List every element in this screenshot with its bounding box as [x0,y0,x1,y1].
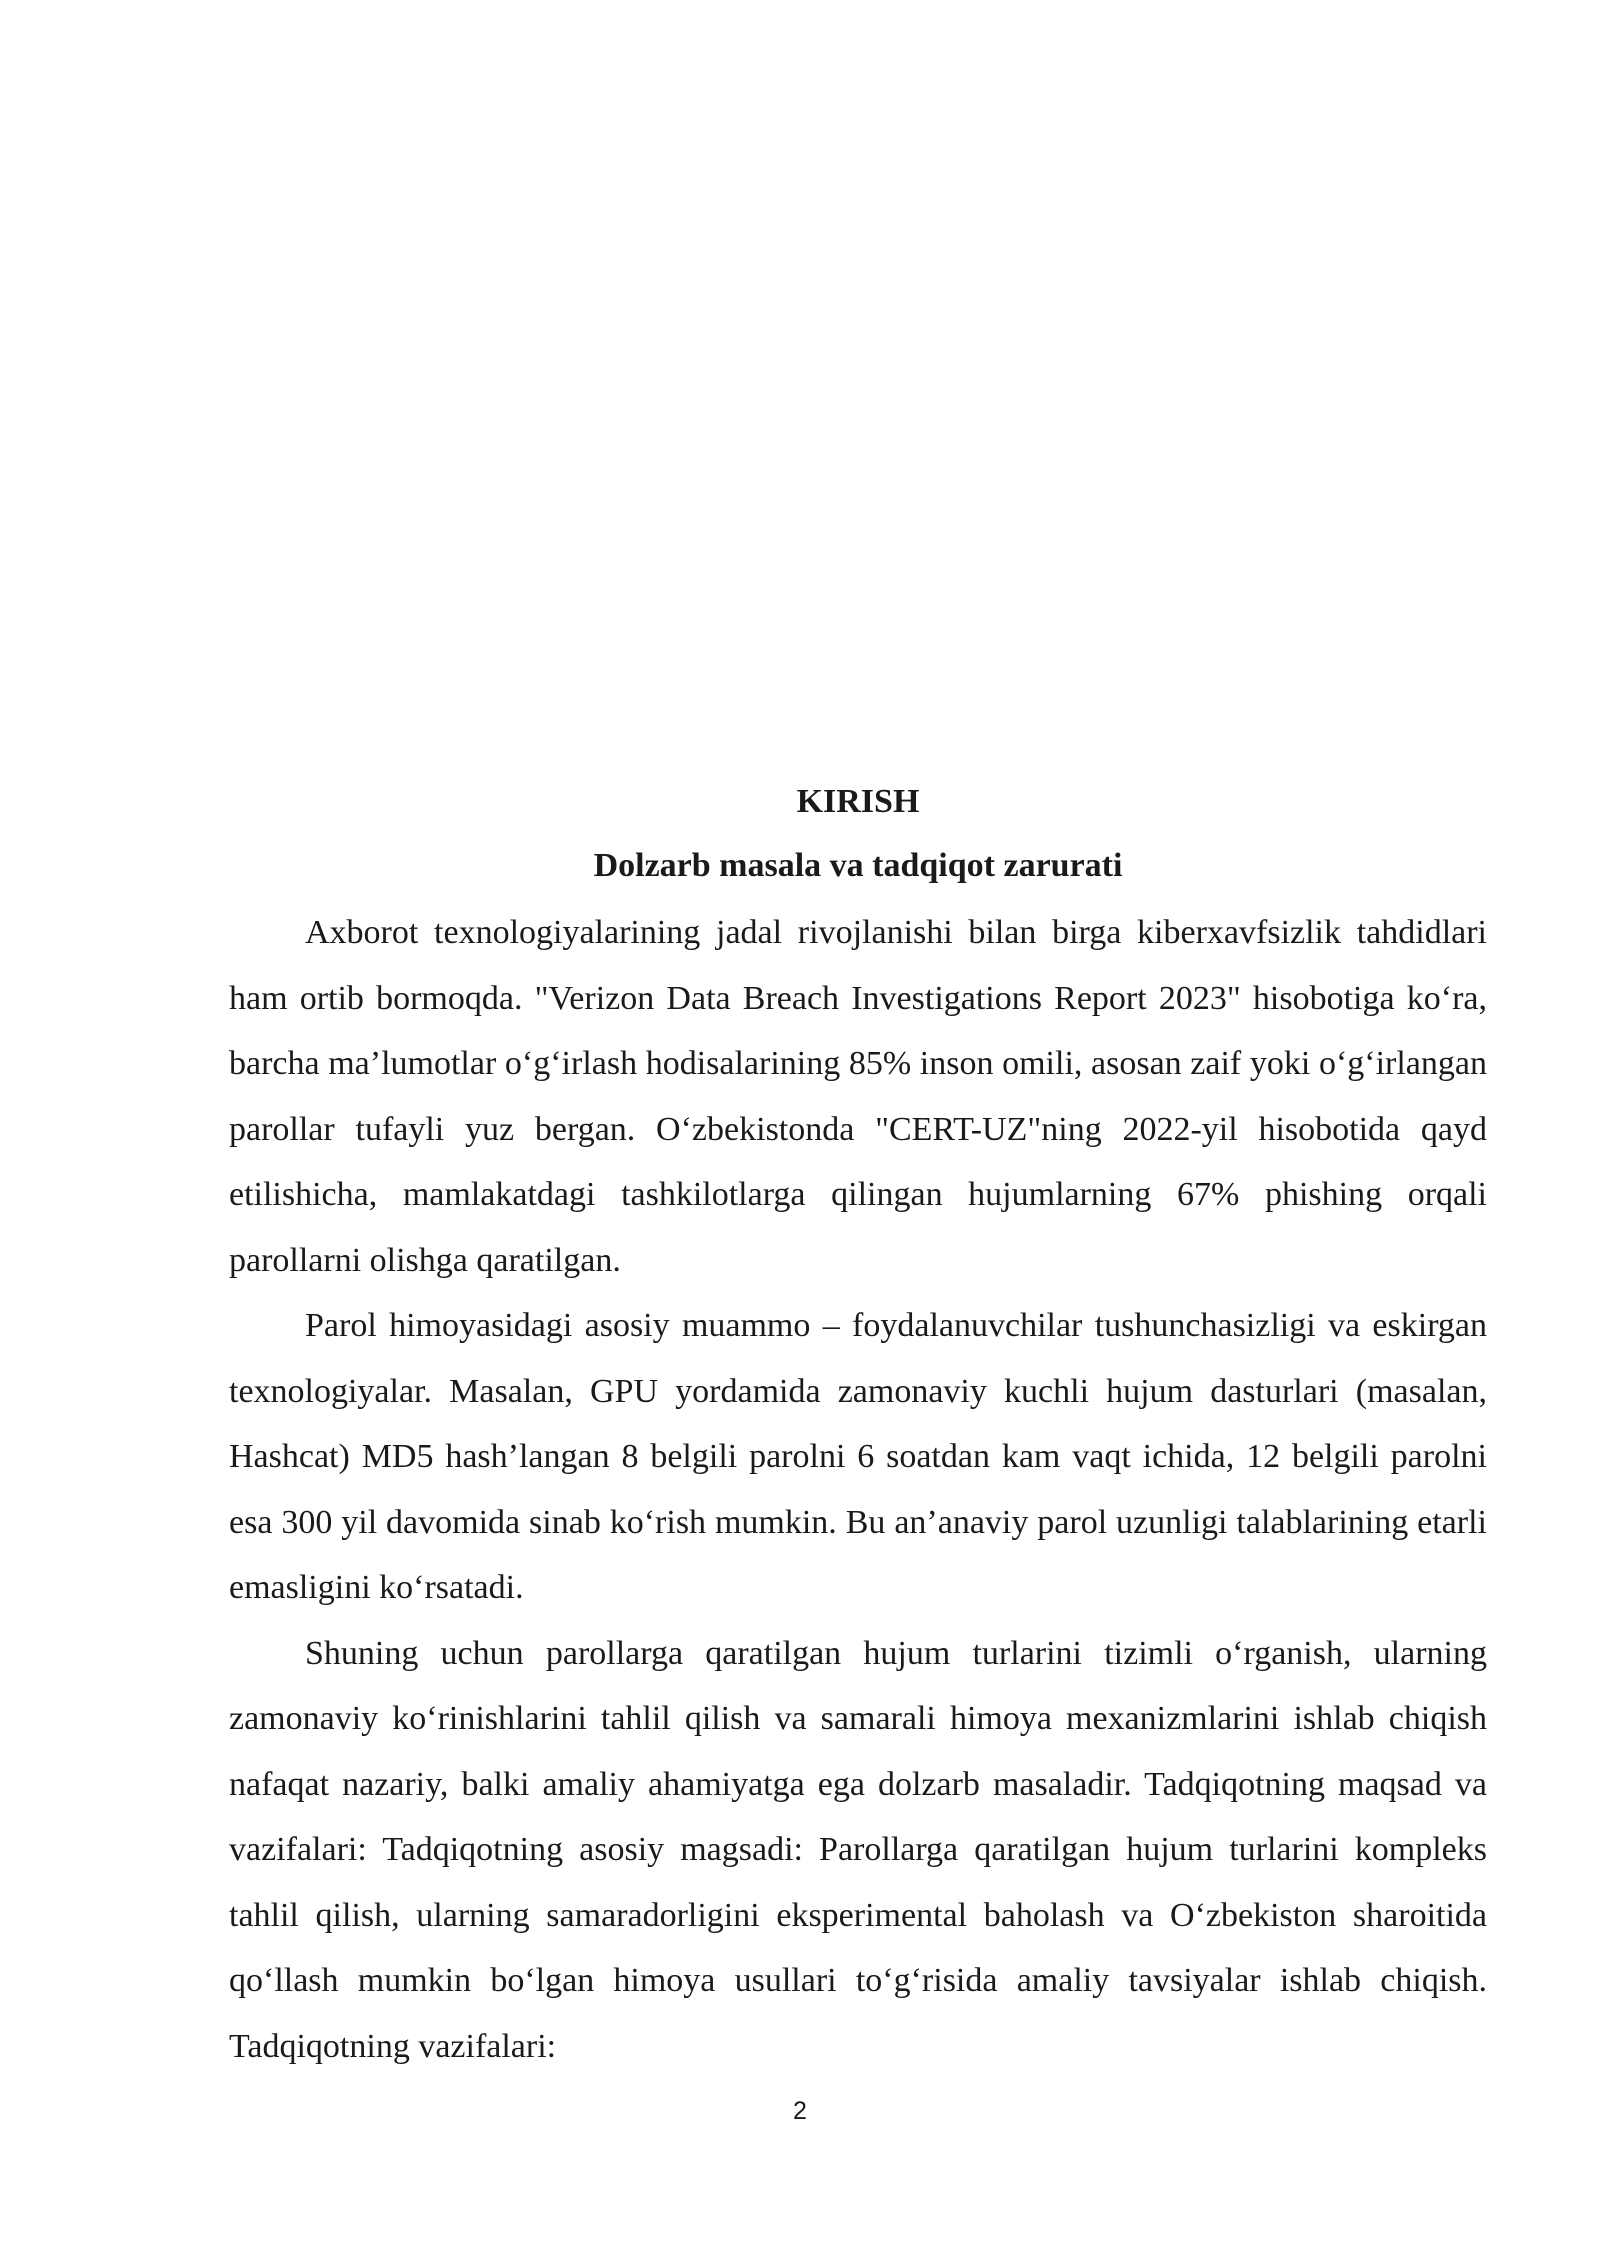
paragraph-2: Parol himoyasidagi asosiy muammo – foydalanuvchilar tushunchasizligi va eskirgan texnologiyalar. Masalan, GPU yordamida zamonaviy kuchli hujum dasturlari (masalan, Hashcat) MD5 hash’langan 8 belgili parolni 6 soatdan kam vaqt ichida, 12 belgili parolni esa 300 yil davomida sinab ko‘rish mumkin. Bu an’anaviy parol uzunligi talablarining etarli emasligini ko‘rsatadi. [229,1307,1487,1606]
paragraph-1: Axborot texnologiyalarining jadal rivojlanishi bilan birga kiberxavfsizlik tahdidlari ham ortib bormoqda. "Verizon Data Breach Investigations Report 2023" hisobotiga ko‘ra, barcha ma’lumotlar o‘g‘irlash hodisalarining 85% inson omili, asosan zaif yoki o‘g‘irlangan parollar tufayli yuz bergan. O‘zbekistonda "CERT-UZ"ning 2022-yil hisobotida qayd etilishicha, mamlakatdagi tashkilotlarga qilingan hujumlarning 67% phishing orqali parollarni olishga qaratilgan. [229,914,1487,1279]
page-heading: KIRISH [796,783,920,820]
page-content [229,770,1487,2079]
paragraph-3: Shuning uchun parollarga qaratilgan hujum turlarini tizimli o‘rganish, ularning zamonaviy ko‘rinishlarini tahlil qilish va samarali himoya mexanizmlarini ishlab chiqish nafaqat nazariy, balki amaliy ahamiyatga ega dolzarb masaladir. Tadqiqotning maqsad va vazifalari: Tadqiqotning asosiy magsadi: Parollarga qaratilgan hujum turlarini kompleks tahlil qilish, ularning samaradorligini eksperimental baholash va O‘zbekiston sharoitida qo‘llash mumkin bo‘lgan himoya usullari to‘g‘risida amaliy tavsiyalar ishlab chiqish. Tadqiqotning vazifalari: [229,1634,1487,2065]
section-subheading: Dolzarb masala va tadqiqot zarurati [593,847,1123,884]
page-number: 2 [793,2097,807,2125]
